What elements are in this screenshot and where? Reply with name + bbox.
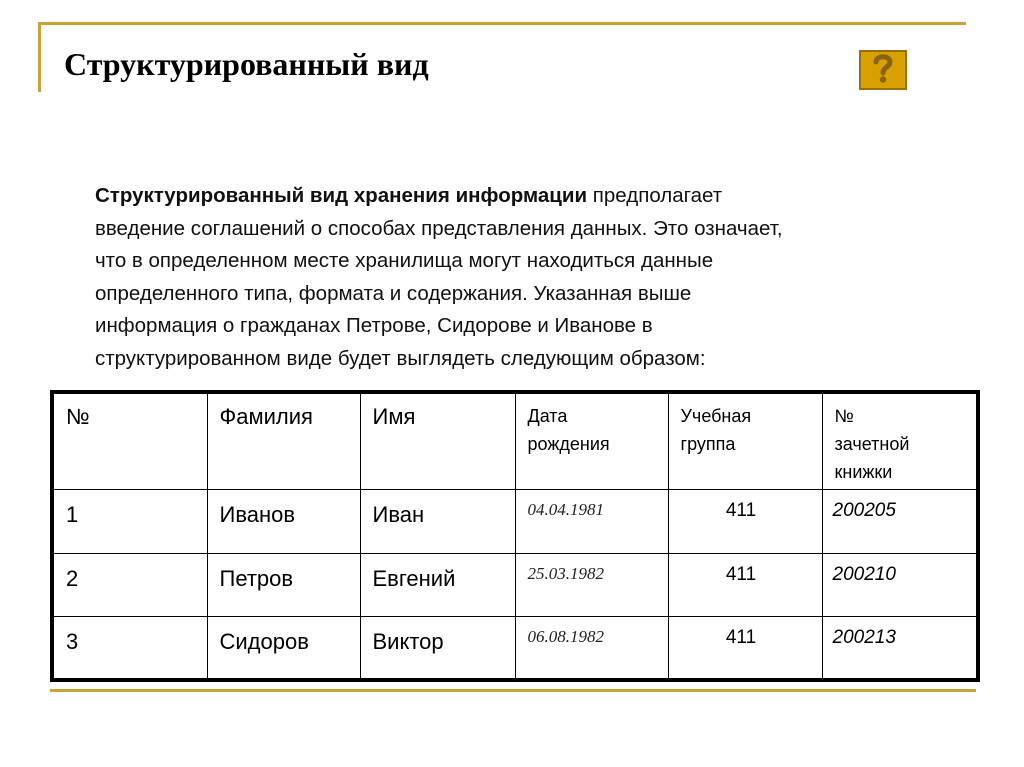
cell-num: 2 (52, 553, 207, 616)
cell-record-book: 200205 (822, 490, 978, 553)
header-left-rule (38, 22, 41, 92)
paragraph-line-1: Структурированный вид хранения информации предполагает (95, 184, 723, 207)
paragraph-line-2: введение соглашений о способах представления данных. Это означает, (95, 216, 783, 240)
cell-group: 411 (668, 617, 822, 680)
cell-group: 411 (668, 490, 822, 553)
cell-num: 3 (52, 617, 207, 680)
table-row (52, 490, 978, 553)
header-surname: Фамилия (207, 392, 360, 490)
paragraph-line-3: что в определенном месте хранилища могут находиться данные (95, 249, 714, 272)
header-record-book: № зачетной книжки (822, 392, 978, 490)
help-button[interactable] (859, 50, 907, 90)
slide-title: Структурированный вид (64, 46, 429, 82)
cell-group: 411 (668, 553, 822, 616)
cell-birth-date: 06.08.1982 (515, 617, 668, 680)
cell-record-book: 200213 (822, 617, 978, 680)
header-name: Имя (360, 392, 515, 490)
cell-record-book: 200210 (822, 553, 978, 616)
cell-num: 1 (52, 490, 207, 553)
header-birth-date: Дата рождения (515, 392, 668, 490)
students-table (50, 390, 980, 682)
table-row (52, 553, 978, 616)
paragraph-line-6: структурированном виде будет выглядеть следующим образом: (95, 346, 706, 370)
cell-birth-date: 04.04.1981 (515, 490, 668, 553)
question-mark-icon (870, 52, 896, 89)
table-row (52, 617, 978, 680)
header-group: Учебная группа (668, 392, 822, 490)
paragraph-line-5: информация о гражданах Петрове, Сидорове и Иванове в (95, 314, 653, 337)
paragraph-bold-lead: Структурированный вид хранения информации (95, 184, 588, 207)
cell-surname: Сидоров (207, 617, 360, 680)
cell-surname: Иванов (207, 490, 360, 553)
cell-birth-date: 25.03.1982 (515, 553, 668, 616)
cell-name: Евгений (360, 553, 515, 616)
header-top-rule (38, 22, 966, 25)
footer-rule (50, 689, 976, 692)
cell-name: Иван (360, 490, 515, 553)
description-paragraph (95, 180, 975, 375)
header-num: № (52, 392, 207, 490)
cell-surname: Петров (207, 553, 360, 616)
paragraph-line-4: определенного типа, формата и содержания. Указанная выше (95, 281, 692, 305)
table-header-row (52, 392, 978, 490)
cell-name: Виктор (360, 617, 515, 680)
